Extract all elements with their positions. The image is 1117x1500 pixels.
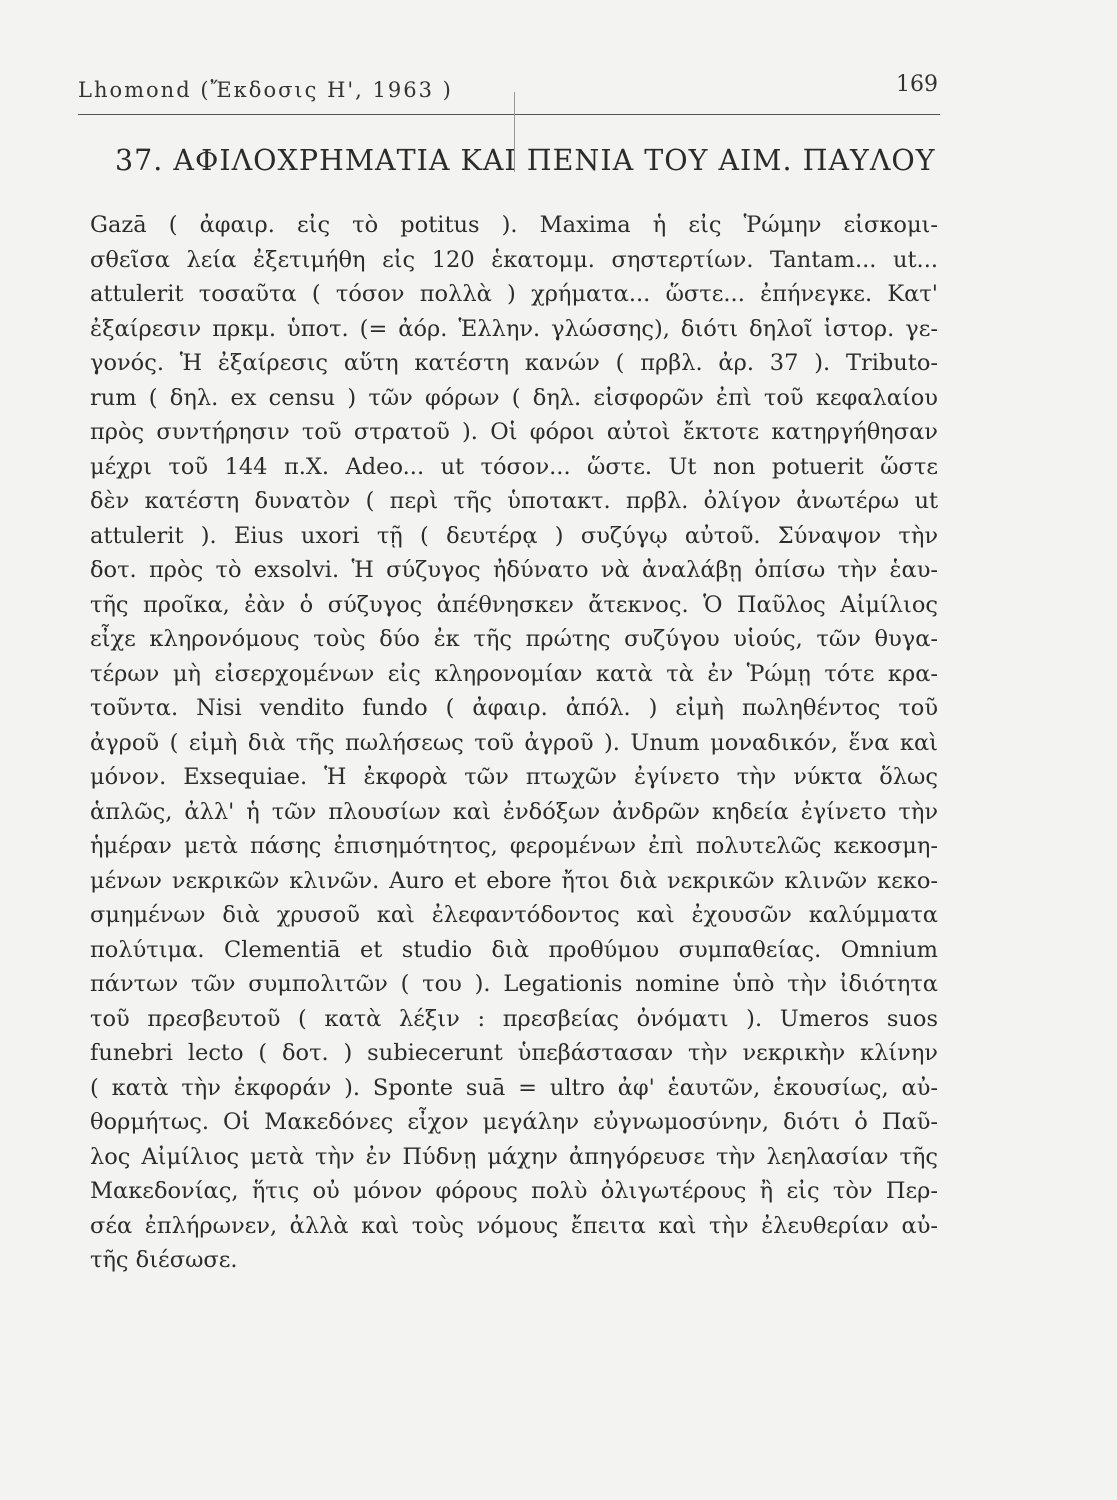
text-line: attulerit τοσαῦτα ( τόσον πολλὰ ) χρήματα... ὥστε... ἐπήνεγκε. Κατ' bbox=[90, 281, 938, 307]
commentary-text bbox=[90, 208, 938, 1278]
page-number: 169 bbox=[896, 72, 938, 97]
text-line: πάντων τῶν συμπολιτῶν ( του ). Legationis nomine ὑπὸ τὴν ἰδιότητα bbox=[90, 971, 938, 997]
header-rule bbox=[78, 114, 940, 115]
text-line: πρὸς συντήρησιν τοῦ στρατοῦ ). Οἱ φόροι αὐτοὶ ἔκτοτε κατηργήθησαν bbox=[90, 419, 938, 445]
text-line: σέα ἐπλήρωνεν, ἀλλὰ καὶ τοὺς νόμους ἔπειτα καὶ τὴν ἐλευθερίαν αὐ- bbox=[90, 1212, 938, 1239]
text-line: τῆς διέσωσε. bbox=[90, 1247, 238, 1273]
text-line: ( κατὰ τὴν ἐκφοράν ). Sponte suā = ultro ἀφ' ἑαυτῶν, ἑκουσίως, αὐ- bbox=[90, 1074, 938, 1101]
text-line: μένων νεκρικῶν κλινῶν. Auro et ebore ἤτοι διὰ νεκρικῶν κλινῶν κεκο- bbox=[90, 867, 938, 894]
text-line: ἁπλῶς, ἀλλ' ἡ τῶν πλουσίων καὶ ἐνδόξων ἀνδρῶν κηδεία ἐγίνετο τὴν bbox=[90, 798, 938, 825]
section-title: 37. ΑΦΙΛΟΧΡΗΜΑΤΙΑ ΚΑΙ ΠΕΝΙΑ ΤΟΥ ΑΙΜ. ΠΑΥΛΟΥ bbox=[115, 144, 936, 177]
text-line: σμημένων διὰ χρυσοῦ καὶ ἐλεφαντόδοντος καὶ ἐχουσῶν καλύμματα bbox=[90, 902, 938, 928]
text-line: πολύτιμα. Clementiā et studio διὰ προθύμου συμπαθείας. Omnium bbox=[90, 936, 938, 963]
text-line: attulerit ). Eius uxori τῇ ( δευτέρᾳ ) συζύγῳ αὐτοῦ. Σύναψον τὴν bbox=[90, 522, 938, 549]
text-line: τέρων μὴ εἰσερχομένων εἰς κληρονομίαν κατὰ τὰ ἐν Ῥώμῃ τότε κρα- bbox=[90, 660, 938, 687]
text-line: γονός. Ἡ ἐξαίρεσις αὕτη κατέστη κανών ( πρβλ. ἀρ. 37 ). Tributo- bbox=[90, 350, 938, 376]
text-line: rum ( δηλ. ex censu ) τῶν φόρων ( δηλ. εἰσφορῶν ἐπὶ τοῦ κεφαλαίου bbox=[90, 384, 938, 411]
text-line: ἀγροῦ ( εἰμὴ διὰ τῆς πωλήσεως τοῦ ἀγροῦ ). Unum μοναδικόν, ἕνα καὶ bbox=[90, 729, 938, 756]
text-line: Μακεδονίας, ἥτις οὐ μόνον φόρους πολὺ ὀλιγωτέρους ἢ εἰς τὸν Περ- bbox=[90, 1178, 938, 1204]
text-line: λος Αἰμίλιος μετὰ τὴν ἐν Πύδνῃ μάχην ἀπηγόρευσε τὴν λεηλασίαν τῆς bbox=[90, 1143, 938, 1170]
text-line: θορμήτως. Οἱ Μακεδόνες εἶχον μεγάλην εὐγνωμοσύνην, διότι ὁ Παῦ- bbox=[90, 1109, 938, 1135]
text-line: ἐξαίρεσιν πρκμ. ὑποτ. (= ἀόρ. Ἑλλην. γλώσσης), διότι δηλοῖ ἱστορ. γε- bbox=[90, 315, 938, 342]
text-line: ἡμέραν μετὰ πάσης ἐπισημότητος, φερομένων ἐπὶ πολυτελῶς κεκοσμη- bbox=[90, 833, 938, 859]
text-line: σθεῖσα λεία ἐξετιμήθη εἰς 120 ἑκατομμ. σηστερτίων. Tantam... ut... bbox=[90, 246, 938, 273]
text-line: funebri lecto ( δοτ. ) subiecerunt ὑπεβάστασαν τὴν νεκρικὴν κλίνην bbox=[90, 1040, 938, 1066]
text-line: τοῦ πρεσβευτοῦ ( κατὰ λέξιν : πρεσβείας ὀνόματι ). Umeros suos bbox=[90, 1005, 938, 1032]
text-line: μέχρι τοῦ 144 π.Χ. Adeo... ut τόσον... ὥστε. Ut non potuerit ὥστε bbox=[90, 453, 938, 480]
text-line: μόνον. Exsequiae. Ἡ ἐκφορὰ τῶν πτωχῶν ἐγίνετο τὴν νύκτα ὅλως bbox=[90, 764, 938, 790]
text-line: τῆς προῖκα, ἐὰν ὁ σύζυγος ἀπέθνησκεν ἄτεκνος. Ὁ Παῦλος Αἰμίλιος bbox=[90, 591, 938, 618]
text-line: δοτ. πρὸς τὸ exsolvi. Ἡ σύζυγος ἠδύνατο νὰ ἀναλάβῃ ὀπίσω τὴν ἑαυ- bbox=[90, 557, 938, 583]
text-line: εἶχε κληρονόμους τοὺς δύο ἐκ τῆς πρώτης συζύγου υἱούς, τῶν θυγα- bbox=[90, 626, 938, 652]
running-title: Lhomond (Ἔκδοσις Η', 1963 ) bbox=[78, 78, 453, 102]
running-header bbox=[78, 72, 938, 112]
text-line: Gazā ( ἀφαιρ. εἰς τὸ potitus ). Maxima ἡ εἰς Ῥώμην εἰσκομι- bbox=[90, 212, 938, 238]
text-line: τοῦντα. Nisi vendito fundo ( ἀφαιρ. ἀπόλ. ) εἰμὴ πωληθέντος τοῦ bbox=[90, 695, 938, 721]
text-line: δὲν κατέστη δυνατὸν ( περὶ τῆς ὑποτακτ. πρβλ. ὀλίγον ἀνωτέρω ut bbox=[90, 488, 938, 514]
